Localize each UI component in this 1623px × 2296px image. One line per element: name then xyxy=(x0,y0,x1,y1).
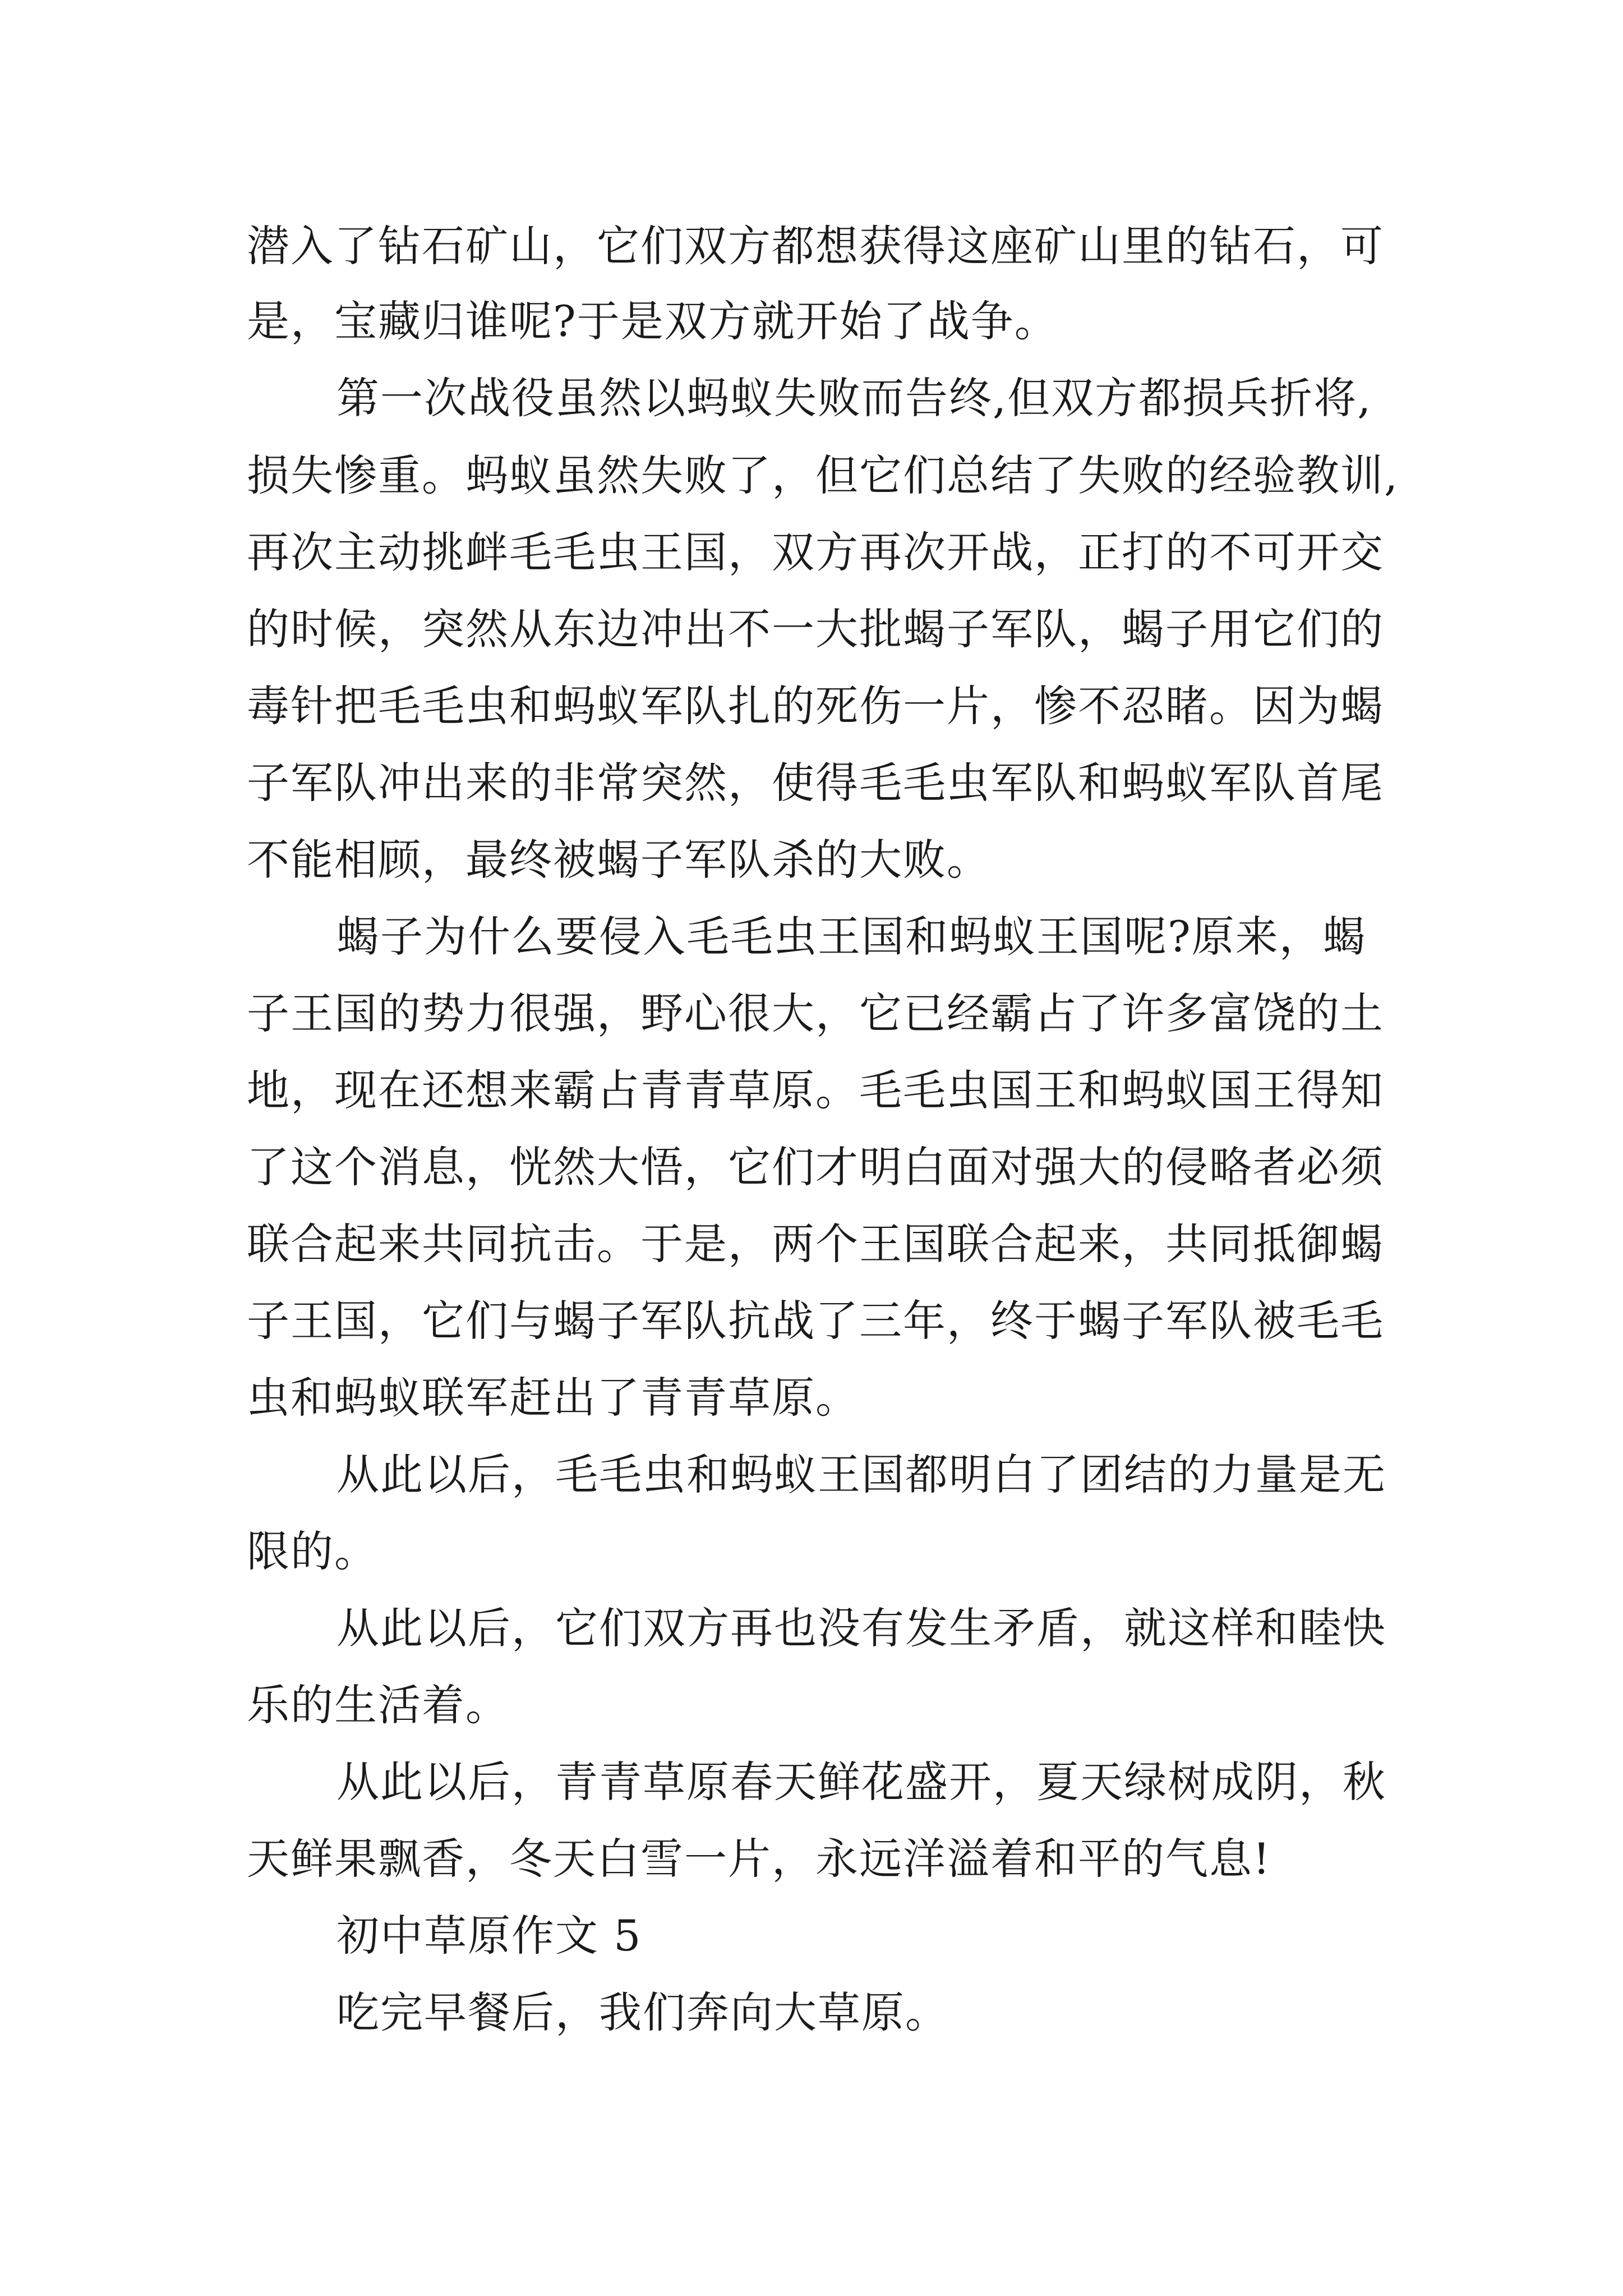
text-line: 从此以后，它们双方再也没有发生矛盾，就这样和睦快 xyxy=(336,1603,1386,1653)
text-line: 地，现在还想来霸占青青草原。毛毛虫国王和蚂蚁国王得知 xyxy=(247,1065,1384,1115)
text-line: 子军队冲出来的非常突然，使得毛毛虫军队和蚂蚁军队首尾 xyxy=(247,758,1384,808)
text-line: 子王国的势力很强，野心很大，它已经霸占了许多富饶的土 xyxy=(247,988,1384,1038)
text-line: 毒针把毛毛虫和蚂蚁军队扎的死伤一片，惨不忍睹。因为蝎 xyxy=(247,681,1384,731)
text-line: 的时候，突然从东边冲出不一大批蝎子军队，蝎子用它们的 xyxy=(247,604,1384,654)
text-line: 蝎子为什么要侵入毛毛虫王国和蚂蚁王国呢?原来，蝎 xyxy=(336,912,1367,961)
text-line: 第一次战役虽然以蚂蚁失败而告终,但双方都损兵折将, xyxy=(336,373,1372,423)
text-line: 是，宝藏归谁呢?于是双方就开始了战争。 xyxy=(247,296,1058,346)
text-line: 乐的生活着。 xyxy=(247,1680,509,1730)
text-line: 限的。 xyxy=(247,1526,378,1576)
text-line: 联合起来共同抗击。于是，两个王国联合起来，共同抵御蝎 xyxy=(247,1219,1384,1269)
text-line: 不能相顾，最终被蝎子军队杀的大败。 xyxy=(247,835,990,885)
text-line: 损失惨重。蚂蚁虽然失败了，但它们总结了失败的经验教训, xyxy=(247,450,1399,500)
text-line: 再次主动挑衅毛毛虫王国，双方再次开战，正打的不可开交 xyxy=(247,527,1384,577)
section-heading: 初中草原作文 5 xyxy=(336,1911,642,1961)
text-line: 吃完早餐后，我们奔向大草原。 xyxy=(336,1987,949,2037)
text-line: 虫和蚂蚁联军赶出了青青草原。 xyxy=(247,1373,859,1423)
text-line: 从此以后，青青草原春天鲜花盛开，夏天绿树成阴，秋 xyxy=(336,1757,1386,1807)
text-line: 子王国，它们与蝎子军队抗战了三年，终于蝎子军队被毛毛 xyxy=(247,1296,1384,1346)
text-line: 了这个消息，恍然大悟，它们才明白面对强大的侵略者必须 xyxy=(247,1142,1384,1192)
text-line: 潜入了钻石矿山，它们双方都想获得这座矿山里的钻石，可 xyxy=(247,221,1384,271)
text-line: 天鲜果飘香，冬天白雪一片，永远洋溢着和平的气息! xyxy=(247,1834,1271,1884)
text-line: 从此以后，毛毛虫和蚂蚁王国都明白了团结的力量是无 xyxy=(336,1450,1386,1499)
